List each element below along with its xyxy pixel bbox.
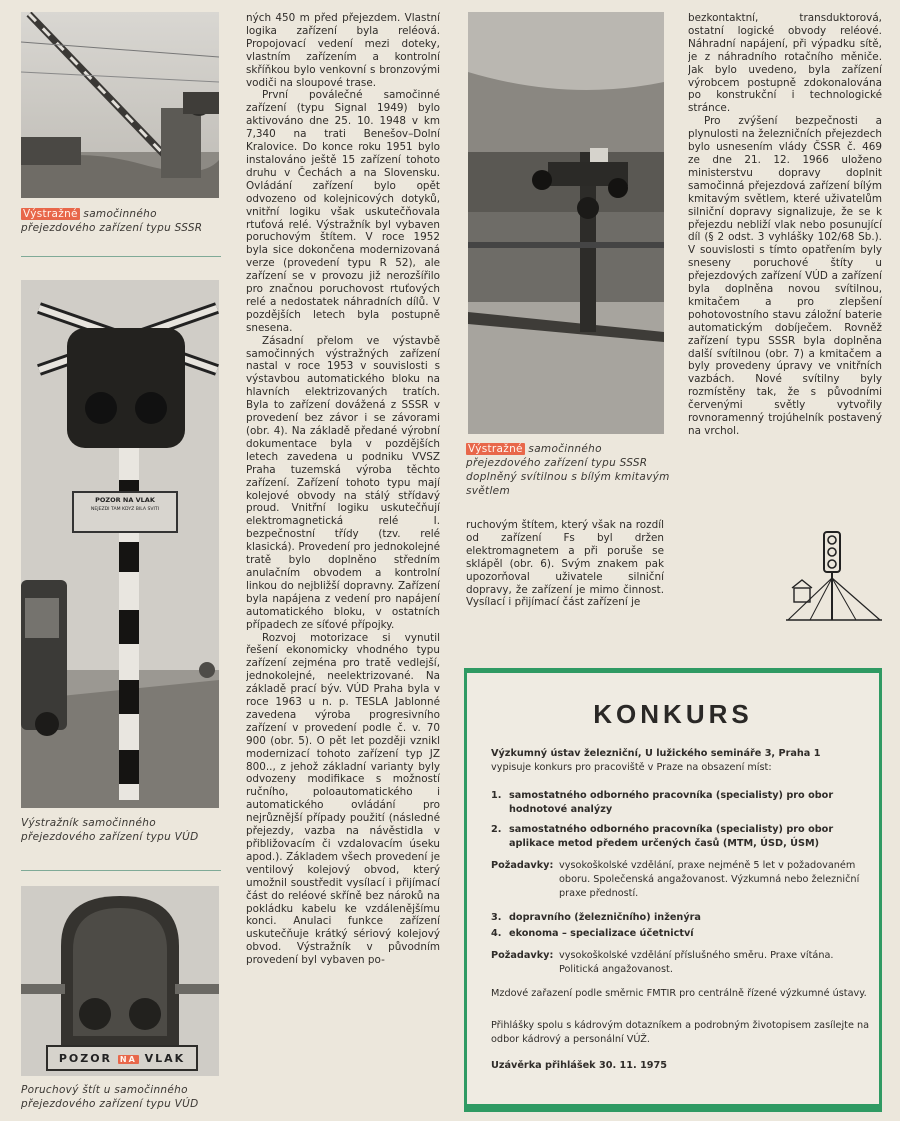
photo-vud-signal bbox=[21, 280, 219, 808]
caption-photo2: Výstražník samočinného přejezdového zařízení typu VÚD bbox=[21, 817, 199, 843]
col3-para-1: bezkontaktní, transduktorová, ostatní logické obvody reléové. Náhradní napájení, při výpadku sítě, je z náhradního rotačního měniče. Jak bylo uvedeno, byla zařízení výrobcem postupně zdokonalována po konstrukční i technologické stránce. bbox=[688, 12, 882, 115]
article-column-4 bbox=[688, 12, 882, 502]
col3-para-2: Pro zvýšení bezpečnosti a plynulosti na železničních přejezdech bylo usnesením vlády ČSSR č. 469 ze dne 21. 12. 1966 uloženo ministerstvu dopravy doplnit samočinná přejezdová zařízení bílým kmitavým světlem, které uživatelům silniční dopravy signalizuje, že se k přejezdu nebliží vlak nebo posunující díl (§ 2 odst. 3 vyhlášky 102/68 Sb.). V souvislosti s tímto opatřením byly sneseny poruchové štíty u přejezdových zařízení VÚD a zařízení byla doplněna novou svítilnou, kmitačem a pro zlepšení pohotovostního stavu záložní baterie automatickým dobíječem. Rovněž zařízení typu SSSR byla doplněna další svítilnou (obr. 7) a kmitačem a byly provedeny úpravy ve vnitřních vazbách. Nové svítilny byly rozmístěny tak, že s původními červenými světly vytvořily rovnoramenný trojúhelník postavený na vrchol. bbox=[688, 115, 882, 437]
konkurs-item-3-num: 3. bbox=[491, 912, 502, 923]
divider-2 bbox=[21, 870, 221, 871]
konkurs-intro-2: vypisuje konkurs pro pracoviště v Praze na obsazení míst: bbox=[491, 762, 772, 773]
shield-word-1: POZOR bbox=[58, 1052, 113, 1065]
crossing-triangle-icon bbox=[784, 526, 884, 626]
signal-photo-illustration bbox=[21, 280, 219, 808]
photo-ssr-with-white-light bbox=[468, 12, 664, 434]
col1-para-2: První poválečné samočinné zařízení (typu Signal 1949) bylo aktivováno dne 25. 10. 1948 v km 7,340 na trati Benešov–Dolní Kralovice. Do konce roku 1951 bylo instalováno ještě 15 zařízení tohoto druhu v Čechách a na Slovensku. Ovládání zařízení bylo opět odvozeno od kolejnicových dotyků, vnitřní logiku však uskutečňovala rtuťová relé. Výstražník byl vybaven poruchovým štítem. V roce 1952 byla sice dokončena modernizovaná verze (provedení typu R 52), ale zařízení se v provozu již nerozšířilo pro značnou poruchovost rtuťových relé a nedostatek náhradních dílů. V pozdějších letech byla postupně snesena. bbox=[246, 89, 440, 334]
konkurs-req-a: vysokoškolské vzdělání, praxe nejméně 5 let v požadovaném oboru. Společenská angažovanost. Výzkumná nebo železniční praxe předností. bbox=[559, 860, 860, 899]
caption-photo3: Poruchový štít u samočinného přejezdového zařízení typu VÚD bbox=[21, 1084, 199, 1110]
railway-crossing-icon bbox=[784, 526, 884, 626]
konkurs-item-1-num: 1. bbox=[491, 790, 502, 801]
konkurs-req-label-b: Požadavky: bbox=[491, 950, 554, 961]
konkurs-req-label-a: Požadavky: bbox=[491, 860, 554, 871]
konkurs-item-3: dopravního (železničního) inženýra bbox=[509, 912, 701, 923]
barrier-photo-illustration bbox=[21, 12, 219, 198]
caption-photo4 bbox=[466, 442, 670, 498]
article-column-2 bbox=[246, 12, 440, 1118]
konkurs-title: KONKURS bbox=[593, 699, 753, 729]
caption-photo4-highlight: Výstražné bbox=[468, 443, 523, 455]
shield-label bbox=[47, 1052, 197, 1065]
konkurs-deadline: Uzávěrka přihlášek 30. 11. 1975 bbox=[491, 1060, 668, 1071]
caption-photo1 bbox=[21, 207, 221, 235]
warning-plate-text bbox=[77, 496, 173, 514]
plate-subtitle: NEJEZDI TAM KDYZ BILA SVITI bbox=[90, 507, 160, 512]
photo-fault-shield bbox=[21, 886, 219, 1076]
col1-para-3: Zásadní přelom ve výstavbě samočinných výstražných zařízení nastal v roce 1953 v souvislosti s výstavbou automatického bloku na hlavních elektrizovaných tratích. Byla to zařízení dovážená z SSSR v provedení bez závor i se závorami (obr. 4). Na základě předané výrobní dokumentace byla v pozdějších letech zavedena u podniku VVSZ Praha tuzemská výroba těchto zařízení. Zařízení tohoto typu mají kolejové obvody na stálý střídavý proud. Vnitřní logiku uskutečňují elektromagnetická relé I. bezpečnostní třídy (tzv. relé klasická). Provedení pro jednokolejné tratě bylo doplněno středním anulačním obvodem a kontrolní linkou do nejbližší dopravny. Zařízení byla napájena z vedení pro napájení automatického bloku, v ostatních případech ze síťové přípojky. bbox=[246, 334, 440, 631]
konkurs-item-2: samostatného odborného pracovníka (specialisty) pro obor aplikace metod předem určených časů (MTM, ÚSD, ÚSM) bbox=[509, 824, 834, 849]
konkurs-item-2-num: 2. bbox=[491, 824, 502, 835]
caption-photo1-text: samočinného přejezdového zařízení typu SSSR bbox=[21, 208, 203, 234]
shield-word-3: VLAK bbox=[144, 1052, 186, 1065]
divider-1 bbox=[21, 256, 221, 257]
konkurs-advertisement bbox=[464, 670, 882, 1107]
konkurs-item-4-num: 4. bbox=[491, 928, 502, 939]
photo-ssr-barrier bbox=[21, 12, 219, 198]
col1-para-4: Rozvoj motorizace si vynutil řešení ekonomicky vhodného typu zařízení zejména pro tratě vedlejší, jednokolejné, neelektrizované. Na základě prací býv. VÚD Praha byla v roce 1963 u n. p. TESLA Jablonné zavedena výroba progresivního zařízení v provedení podle č. v. 70 900 (obr. 5). O pět let později vznikl modernizací tohoto zařízení typ JZ 800.., z jehož základní varianty byly odvozeny modifikace s možností ručního, poloautomatického i automatického ovládání pro nejrůznější případy použití (následné přejezdy, vazba na návěstidla v přibližovacím či vzdalovacím úseku apod.). Základem všech provedení je ventilový kolejový obvod, který umožnil soustředit vysílací i přijímací část do reléové skříně bez nároků na pokládku kabelu ke vzdálenějšímu konci. Anulaci funkce zařízení uskutečňuje krátký sériový kolejový obvod. Výstražník v původním provedení byl vybaven po- bbox=[246, 631, 440, 967]
plate-title: POZOR NA VLAK bbox=[95, 496, 155, 504]
col2-para-1: ruchovým štítem, který však na rozdíl od zařízení Fs byl držen elektromagnetem a při poruše se sklápěl (obr. 6). Svým znakem pak upozorňoval uživatele silniční dopravy, že zařízení je mimo činnost. Vysílací i přijímací část zařízení je bbox=[466, 519, 664, 609]
crossing-photo-illustration bbox=[468, 12, 664, 434]
konkurs-apply: Přihlášky spolu s kádrovým dotazníkem a podrobným životopisem zasílejte na odbor kádrový a personální VÚŽ. bbox=[491, 1020, 870, 1045]
col1-para-1: ných 450 m před přejezdem. Vlastní logika zařízení byla reléová. Propojovací vedení mezi doteky, vlastním zařízením a kontrolní skříňkou bylo venkovní s bronzovými vodiči na sloupové trase. bbox=[246, 12, 440, 89]
konkurs-intro-1: Výzkumný ústav železniční, U lužického semináře 3, Praha 1 bbox=[491, 748, 821, 759]
konkurs-item-4: ekonoma – specializace účetnictví bbox=[509, 928, 694, 939]
shield-word-2: NA bbox=[119, 1055, 137, 1064]
caption-photo1-highlight: Výstražné bbox=[23, 208, 78, 220]
konkurs-salary: Mzdové zařazení podle směrnic FMTIR pro centrálně řízené výzkumné ústavy. bbox=[491, 988, 867, 999]
shield-photo-illustration bbox=[21, 886, 219, 1076]
konkurs-bottom-band bbox=[464, 1106, 882, 1112]
konkurs-item-1: samostatného odborného pracovníka (specialisty) pro obor hodnotové analýzy bbox=[509, 790, 834, 815]
caption-photo4-text: samočinného přejezdového zařízení typu SSSR doplněný svítilnou s bílým kmitavým světlem bbox=[466, 443, 670, 497]
konkurs-req-b: vysokoškolské vzdělání příslušného směru. Praxe vítána. Politická angažovanost. bbox=[559, 950, 834, 975]
article-column-3-bottom bbox=[466, 519, 664, 649]
